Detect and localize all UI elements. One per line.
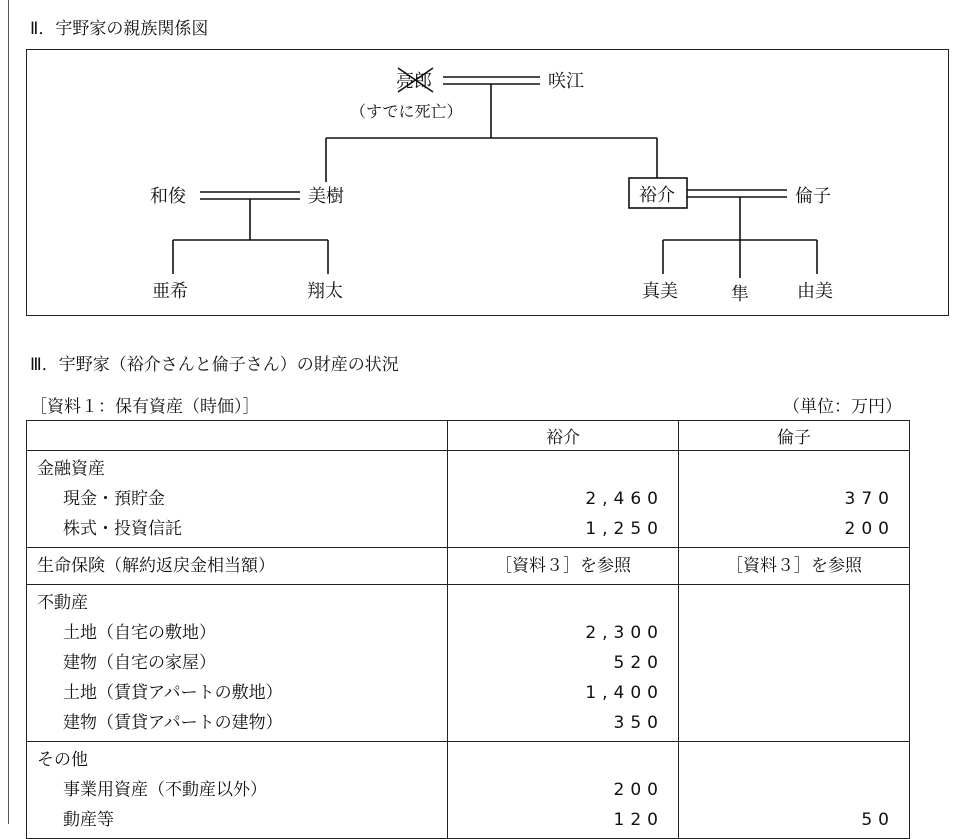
yusuke-reference: ［資料３］を参照 [495,556,631,576]
yusuke-value: 200 [613,780,664,800]
noriko-value: 50 [861,810,895,830]
label-cell [27,585,448,742]
yusuke-cell [448,451,679,548]
category-label: 金融資産 [37,459,105,479]
category-label: 不動産 [37,593,88,613]
label-cell [27,548,448,585]
noriko-reference: ［資料３］を参照 [726,556,862,576]
yusuke-value: 120 [613,810,664,830]
noriko-value: 370 [844,489,895,509]
yusuke-value: 1,250 [585,519,664,539]
noriko-value [689,648,899,678]
group-financial-assets [27,451,910,548]
assets-table [26,420,910,839]
row-label: 株式・投資信託 [63,519,182,539]
header-yusuke: 裕介 [448,421,679,451]
noriko-value [689,775,899,805]
family-tree-diagram [0,0,976,330]
noriko-name: 倫子 [795,186,831,207]
grandmother-name: 咲江 [548,71,584,92]
header-blank [27,421,448,451]
noriko-cell [679,548,910,585]
group-life-insurance [27,548,910,585]
yusuke-name: 裕介 [639,185,675,206]
section3-title: Ⅲ．宇野家（裕介さんと倫子さん）の財産の状況 [30,355,399,375]
category-label: 生命保険（解約返戻金相当額） [37,556,275,576]
header-noriko: 倫子 [679,421,910,451]
label-cell [27,451,448,548]
noriko-value [689,708,899,738]
grandfather-name: 亮郎 [396,71,432,92]
kazutoshi-name: 和俊 [150,186,186,207]
yusuke-cell [448,585,679,742]
category-label: その他 [37,750,88,770]
row-label: 土地（賃貸アパートの敷地） [63,683,283,703]
child-yumi-name: 由美 [797,281,833,302]
child-mami-name: 真美 [642,281,678,302]
noriko-value [689,618,899,648]
row-label: 建物（自宅の家屋） [63,653,216,673]
yusuke-value: 1,400 [585,683,664,703]
yusuke-value: 2,300 [585,623,664,643]
yusuke-value: 350 [613,713,664,733]
section2-title: Ⅱ．宇野家の親族関係図 [30,19,209,39]
yusuke-value: 520 [613,653,664,673]
row-label: 事業用資産（不動産以外） [63,780,267,800]
unit-label: （単位：万円） [783,397,902,417]
noriko-value [689,678,899,708]
row-label: 動産等 [63,810,114,830]
yusuke-cell [448,548,679,585]
row-label: 現金・預貯金 [63,489,165,509]
miki-name: 美樹 [308,186,344,207]
row-label: 建物（賃貸アパートの建物） [63,713,283,733]
child-shota-name: 翔太 [307,281,343,302]
child-aki-name: 亜希 [152,281,188,302]
child-hayato-name: 隼 [731,284,749,305]
noriko-cell [679,585,910,742]
table-header-row [27,421,910,451]
group-real-estate [27,585,910,742]
noriko-value: 200 [844,519,895,539]
row-label: 土地（自宅の敷地） [63,623,216,643]
grandfather-note: （すでに死亡） [350,102,463,121]
noriko-cell [679,451,910,548]
yusuke-value: 2,460 [585,489,664,509]
document-label: ［資料１：保有資産（時価）］ [30,397,260,417]
